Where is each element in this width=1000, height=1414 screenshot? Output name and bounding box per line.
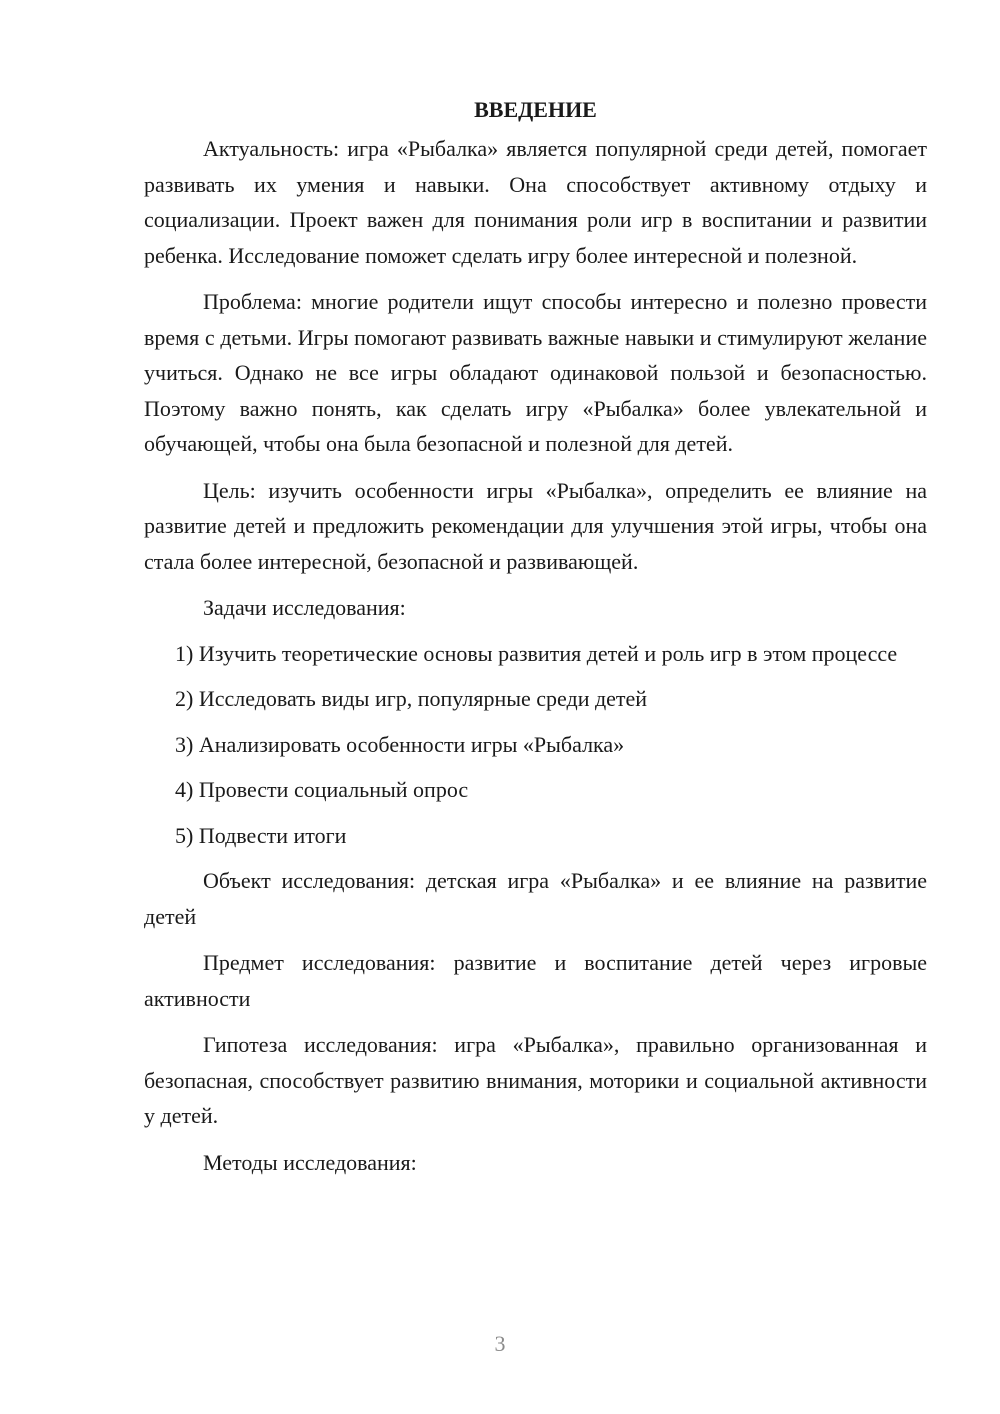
task-item-4: 4) Провести социальный опрос — [175, 777, 469, 802]
task-item-2: 2) Исследовать виды игр, популярные среди детей — [175, 686, 648, 711]
task-item-5: 5) Подвести итоги — [175, 822, 347, 848]
object-paragraph: Объект исследования: детская игра «Рыбалка» и ее влияние на развитие детей — [144, 868, 927, 929]
task-item-3: 3) Анализировать особенности игры «Рыбалка» — [175, 731, 625, 757]
task-item-1: 1) Изучить теоретические основы развития детей и роль игр в этом процессе — [175, 640, 898, 666]
document-page — [144, 92, 927, 1191]
hypothesis-paragraph: Гипотеза исследования: игра «Рыбалка», правильно организованная и безопасная, способствует развитию внимания, моторики и социальной активности у детей. — [144, 1032, 927, 1128]
problem-paragraph: Проблема: многие родители ищут способы интересно и полезно провести время с детьми. Игры помогают развивать важные навыки и стимулируют желание учиться. Однако не все игры обладают одинаковой пользой и безопасностью. Поэтому важно понять, как сделать игру «Рыбалка» более увлекательной и обучающей, чтобы она была безопасной и полезной для детей. — [144, 289, 927, 456]
subject-paragraph: Предмет исследования: развитие и воспитание детей через игровые активности — [144, 950, 927, 1011]
section-title: ВВЕДЕНИЕ — [474, 97, 597, 122]
goal-paragraph: Цель: изучить особенности игры «Рыбалка», определить ее влияние на развитие детей и предложить рекомендации для улучшения этой игры, чтобы она стала более интересной, безопасной и развивающей. — [144, 477, 927, 574]
page-number: 3 — [494, 1331, 506, 1356]
methods-heading: Методы исследования: — [203, 1149, 417, 1175]
relevance-paragraph: Актуальность: игра «Рыбалка» является популярной среди детей, помогает развивать их умения и навыки. Она способствует активному отдыху и социализации. Проект важен для понимания роли игр в воспитании и развитии ребенка. Исследование поможет сделать игру более интересной и полезной. — [144, 136, 927, 268]
tasks-heading: Задачи исследования: — [203, 595, 406, 620]
tasks-list — [144, 636, 927, 854]
